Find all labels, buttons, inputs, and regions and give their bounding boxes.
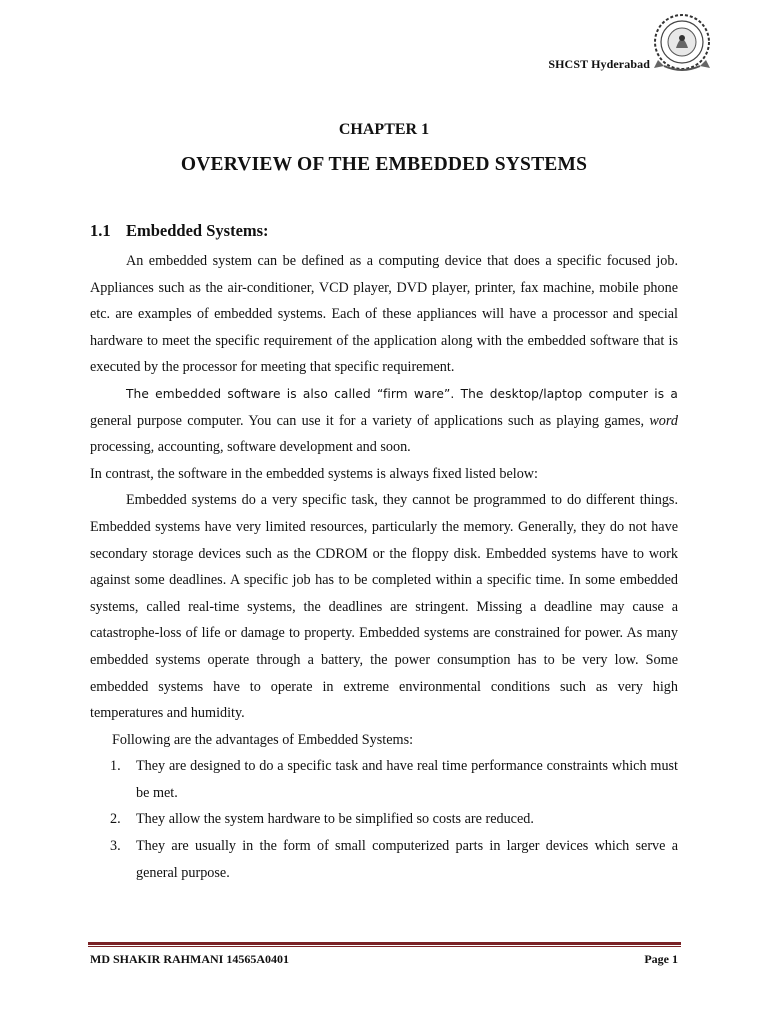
list-item-number: 3. [110, 838, 121, 855]
firmware-continuation: general purpose computer. You can use it for a variety of applications such as playing games, [90, 412, 650, 429]
list-item [90, 753, 678, 806]
footer-author: MD SHAKIR RAHMANI 14565A0401 [90, 952, 289, 966]
section-title: Embedded Systems: [126, 221, 269, 240]
emphasized-word: word [649, 412, 678, 429]
list-item [90, 833, 678, 886]
paragraph-contrast: In contrast, the software in the embedded systems is always fixed listed below: [90, 465, 538, 482]
firmware-sentence: The embedded software is also called “firm ware”. The desktop/laptop computer is a [126, 386, 678, 401]
paragraph-firmware [90, 381, 678, 461]
footer-rule-thick [88, 942, 681, 945]
paragraph-definition: An embedded system can be defined as a computing device that does a specific focused job. Appliances such as the air-conditioner, VCD player, DVD player, printer, fax machine, mobile phone etc. are examples of embedded systems. Each of these appliances will have a processor and special hardware to meet the specific requirement of the application along with the embedded software that is executed by the processor for meeting that specific requirement. [90, 253, 678, 376]
institution-name: SHCST Hyderabad [548, 57, 650, 71]
advantages-list [90, 753, 678, 886]
section-heading [90, 221, 269, 241]
paragraph-characteristics: Embedded systems do a very specific task, they cannot be programmed to do different things. Embedded systems have very limited resources, particularly the memory. Generally, they do not have secondary storage devices such as the CDROM or the floppy disk. Embedded systems have to work against some deadlines. A specific job has to be completed within a specific time. In some embedded systems, called real-time systems, the deadlines are stringent. Missing a deadline may cause a catastrophe-loss of life or damage to property. Embedded systems are constrained for power. As many embedded systems operate through a battery, the power consumption has to be very low. Some embedded systems have to operate in extreme environmental conditions such as very high temperatures and humidity. [90, 492, 678, 722]
chapter-title: OVERVIEW OF THE EMBEDDED SYSTEMS [180, 154, 588, 175]
list-item-text: They are designed to do a specific task and have real time performance constraints which must be met. [136, 758, 678, 801]
page-number: Page 1 [644, 952, 678, 966]
list-item [90, 806, 678, 833]
list-item-text: They are usually in the form of small computerized parts in larger devices which serve a general purpose. [136, 838, 678, 881]
paragraph-advantages-intro: Following are the advantages of Embedded Systems: [112, 731, 414, 748]
list-item-text: They allow the system hardware to be simplified so costs are reduced. [136, 811, 534, 828]
list-item-number: 2. [110, 811, 121, 828]
footer-rule-thin [88, 946, 681, 947]
college-emblem-icon [650, 12, 714, 76]
section-number: 1.1 [90, 221, 111, 240]
chapter-label: CHAPTER 1 [338, 121, 430, 138]
firmware-end: processing, accounting, software development and soon. [90, 439, 411, 456]
list-item-number: 1. [110, 758, 121, 775]
body-content [90, 248, 678, 886]
